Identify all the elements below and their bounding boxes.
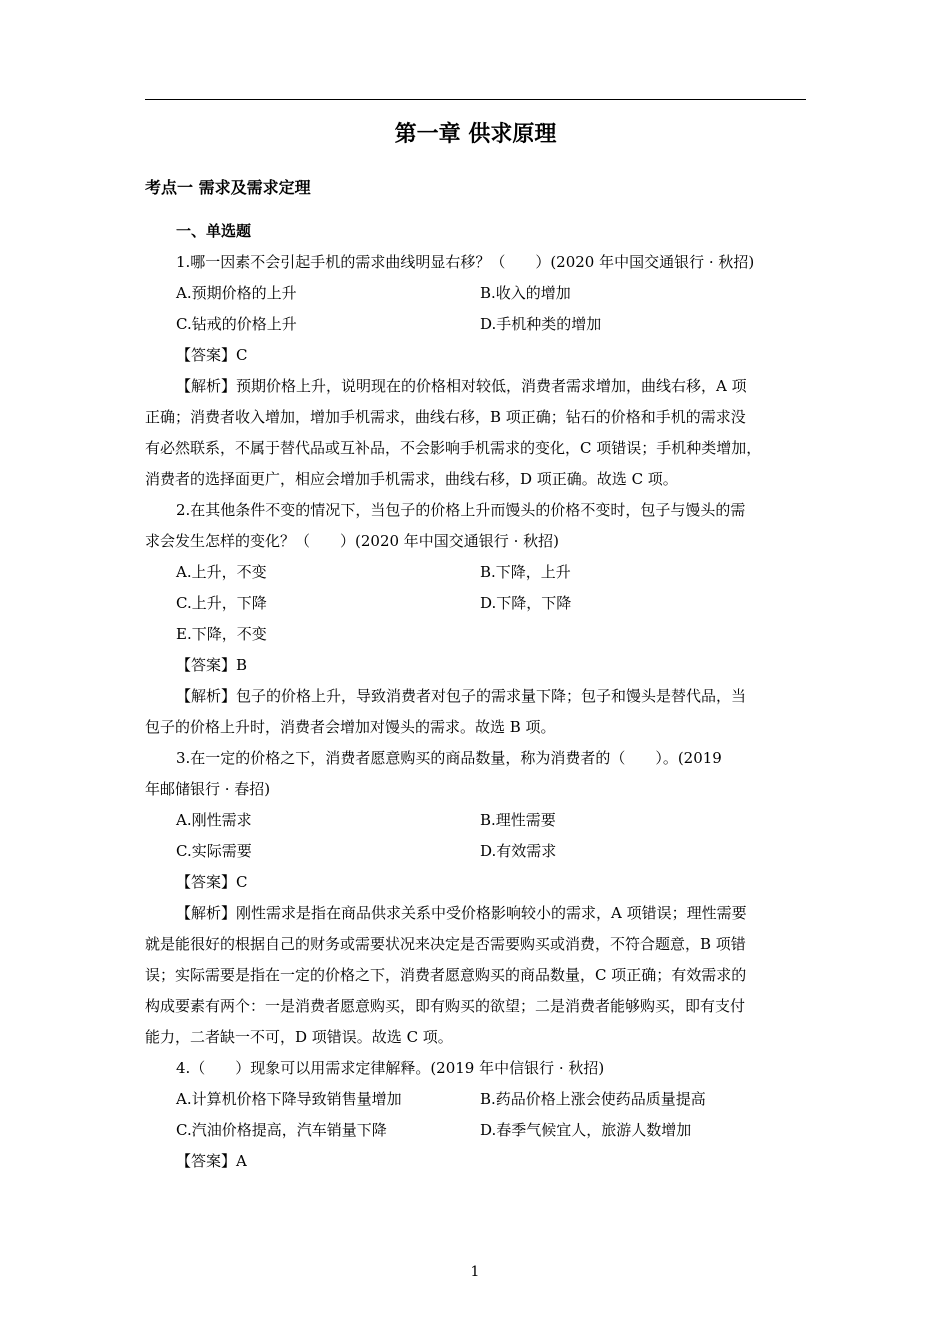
analysis-label: 【解析】 bbox=[176, 377, 237, 395]
question-stem: 3.在一定的价格之下，消费者愿意购买的商品数量，称为消费者的（ ）。(2019 bbox=[176, 749, 722, 767]
options-row bbox=[145, 588, 806, 619]
answer-value: A bbox=[236, 1152, 247, 1170]
answer-value: C bbox=[236, 346, 248, 364]
analysis-text: 预期价格上升，说明现在的价格相对较低，消费者需求增加，曲线右移，A 项 bbox=[236, 377, 747, 395]
answer-line bbox=[145, 340, 806, 371]
analysis-line bbox=[145, 898, 806, 929]
option: D.春季气候宜人，旅游人数增加 bbox=[480, 1121, 692, 1139]
answer-line bbox=[145, 1146, 806, 1177]
analysis-text: 能力，二者缺一不可，D 项错误。故选 C 项。 bbox=[145, 1028, 453, 1046]
answer-value: C bbox=[236, 873, 248, 891]
chapter-title: 第一章 供求原理 bbox=[394, 122, 557, 147]
subsection-title: 一、单选题 bbox=[176, 222, 252, 240]
option: B.下降，上升 bbox=[480, 563, 571, 581]
option: A.上升，不变 bbox=[176, 563, 267, 581]
options-row bbox=[145, 619, 806, 650]
analysis-text: 包子的价格上升时，消费者会增加对馒头的需求。故选 B 项。 bbox=[145, 718, 556, 736]
options-row bbox=[145, 805, 806, 836]
page-content bbox=[145, 216, 806, 1177]
answer-line bbox=[145, 650, 806, 681]
analysis-label: 【解析】 bbox=[176, 687, 237, 705]
analysis-text: 就是能很好的根据自己的财务或需要状况来决定是否需要购买或消费，不符合题意，B 项错 bbox=[145, 935, 746, 953]
answer-label: 【答案】 bbox=[176, 873, 237, 891]
question-stem: 4.（ ）现象可以用需求定律解释。(2019 年中信银行 · 秋招) bbox=[176, 1059, 605, 1077]
option: D.有效需求 bbox=[480, 842, 557, 860]
option: D.手机种类的增加 bbox=[480, 315, 602, 333]
option: B.理性需要 bbox=[480, 811, 556, 829]
options-row bbox=[145, 278, 806, 309]
option: A.预期价格的上升 bbox=[176, 284, 297, 302]
answer-label: 【答案】 bbox=[176, 346, 237, 364]
question-stem: 年邮储银行 · 春招) bbox=[145, 780, 271, 798]
options-row bbox=[145, 557, 806, 588]
page-number: 1 bbox=[470, 1264, 480, 1280]
option: B.药品价格上涨会使药品质量提高 bbox=[480, 1090, 706, 1108]
answer-value: B bbox=[236, 656, 248, 674]
option: C.上升，下降 bbox=[176, 594, 267, 612]
option: C.汽油价格提高，汽车销量下降 bbox=[176, 1121, 387, 1139]
option: D.下降，下降 bbox=[480, 594, 572, 612]
options-row bbox=[145, 309, 806, 340]
analysis-text: 消费者的选择面更广，相应会增加手机需求，曲线右移，D 项正确。故选 C 项。 bbox=[145, 470, 678, 488]
analysis-line bbox=[145, 371, 806, 402]
option: C.实际需要 bbox=[176, 842, 252, 860]
analysis-label: 【解析】 bbox=[176, 904, 237, 922]
analysis-text: 误；实际需要是指在一定的价格之下，消费者愿意购买的商品数量，C 项正确；有效需求的 bbox=[145, 966, 747, 984]
section-title: 考点一 需求及需求定理 bbox=[145, 178, 311, 197]
analysis-text: 正确；消费者收入增加，增加手机需求，曲线右移，B 项正确；钻石的价格和手机的需求没 bbox=[145, 408, 746, 426]
analysis-text: 包子的价格上升，导致消费者对包子的需求量下降；包子和馒头是替代品，当 bbox=[236, 687, 747, 705]
option: B.收入的增加 bbox=[480, 284, 571, 302]
options-row bbox=[145, 836, 806, 867]
answer-line bbox=[145, 867, 806, 898]
analysis-text: 有必然联系，不属于替代品或互补品，不会影响手机需求的变化，C 项错误；手机种类增加， bbox=[145, 439, 762, 457]
analysis-text: 刚性需求是指在商品供求关系中受价格影响较小的需求，A 项错误；理性需要 bbox=[236, 904, 747, 922]
question-stem: 1.哪一因素不会引起手机的需求曲线明显右移？（ ）(2020 年中国交通银行 · 秋招) bbox=[176, 253, 755, 271]
option: E.下降，不变 bbox=[176, 625, 267, 643]
analysis-line bbox=[145, 681, 806, 712]
analysis-text: 构成要素有两个：一是消费者愿意购买，即有购买的欲望；二是消费者能够购买，即有支付 bbox=[145, 997, 746, 1015]
answer-label: 【答案】 bbox=[176, 656, 237, 674]
options-row bbox=[145, 1115, 806, 1146]
option: A.刚性需求 bbox=[176, 811, 252, 829]
option: A.计算机价格下降导致销售量增加 bbox=[176, 1090, 402, 1108]
header-rule bbox=[145, 99, 806, 100]
question-stem: 求会发生怎样的变化？（ ）(2020 年中国交通银行 · 秋招) bbox=[145, 532, 559, 550]
question-stem: 2.在其他条件不变的情况下，当包子的价格上升而馒头的价格不变时，包子与馒头的需 bbox=[176, 501, 746, 519]
answer-label: 【答案】 bbox=[176, 1152, 237, 1170]
option: C.钻戒的价格上升 bbox=[176, 315, 297, 333]
options-row bbox=[145, 1084, 806, 1115]
